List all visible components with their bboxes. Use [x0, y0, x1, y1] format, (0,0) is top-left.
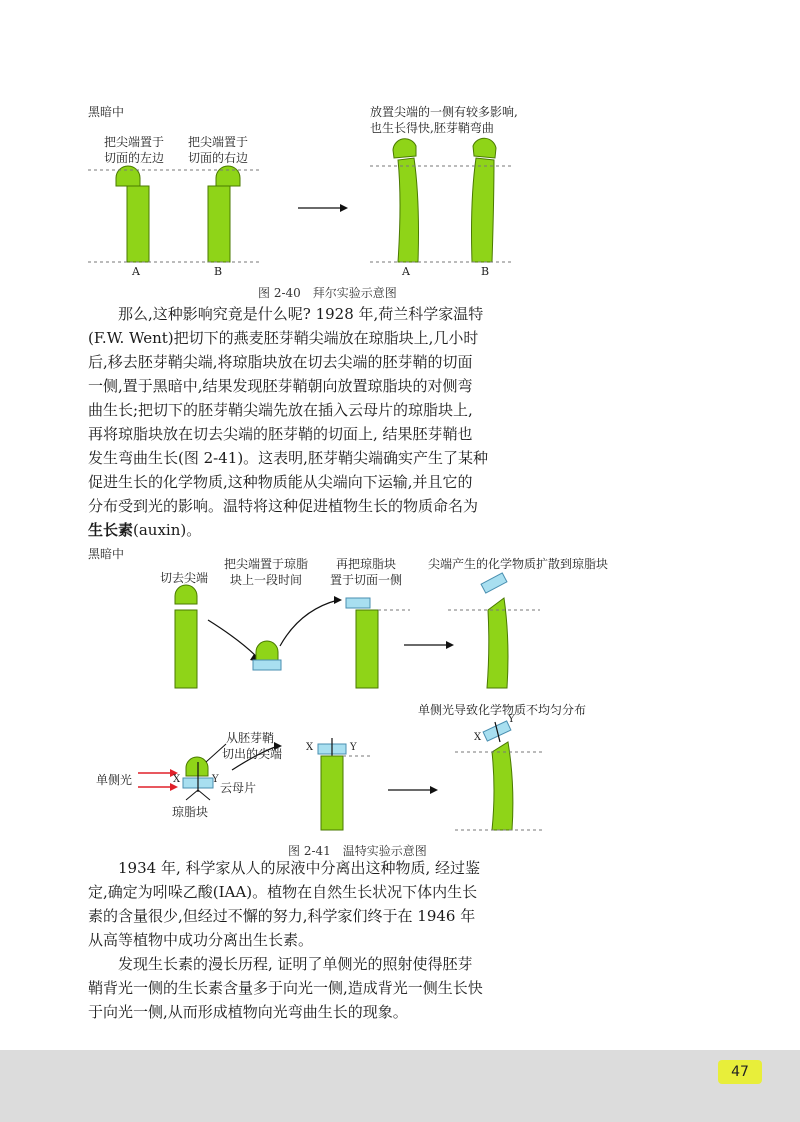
text-line: 分布受到光的影响。温特将这种促进植物生长的物质命名为 — [88, 497, 479, 515]
result-line1: 放置尖端的一侧有较多影响, — [370, 105, 518, 119]
label-y: Y — [350, 742, 357, 753]
label-from-line2: 切出的尖端 — [222, 747, 283, 761]
text-line: 1934 年, 科学家从人的尿液中分离出这种物质, 经过鉴 — [118, 859, 481, 877]
agar-on-cut-stem — [346, 598, 378, 688]
label-from-line1: 从胚芽鞘 — [226, 731, 275, 745]
text-line: 促进生长的化学物质,这种物质能从尖端向下运输,并且它的 — [88, 473, 473, 491]
label-step2-line1: 把尖端置于琼脂 — [224, 557, 309, 571]
figure-caption: 图 2-41 温特实验示意图 — [288, 844, 427, 858]
coleoptile-a-after — [393, 139, 419, 262]
text-line: 一侧,置于黑暗中,结果发现胚芽鞘朝向放置琼脂块的对侧弯 — [88, 377, 473, 395]
text-line: 发现生长素的漫长历程, 证明了单侧光的照射使得胚芽 — [118, 955, 473, 973]
label-right-line1: 把尖端置于 — [188, 135, 249, 149]
label-left-line2: 切面的左边 — [104, 151, 165, 165]
label-right-line2: 切面的右边 — [188, 151, 249, 165]
paragraph-conclusion — [88, 952, 516, 1024]
arrowhead-icon — [334, 596, 342, 604]
label-a: A — [132, 265, 140, 278]
label-uneven: 单侧光导致化学物质不均匀分布 — [418, 703, 587, 717]
text-fragment: (auxin)。 — [133, 521, 202, 539]
pointer-line — [198, 790, 210, 800]
label-light: 单侧光 — [96, 773, 133, 787]
arrow-right-icon — [404, 641, 454, 649]
label-mica: 云母片 — [220, 781, 257, 795]
paragraph-went — [88, 302, 516, 542]
text-line: 后,移去胚芽鞘尖端,将琼脂块放在切去尖端的胚芽鞘的切面 — [88, 353, 473, 371]
text-line: 于向光一侧,从而形成植物向光弯曲生长的现象。 — [88, 1003, 408, 1021]
curved-arrow-icon — [280, 600, 338, 646]
label-left-line1: 把尖端置于 — [104, 135, 165, 149]
cut-coleoptile — [175, 585, 197, 688]
label-a: A — [402, 265, 410, 278]
label-step4: 尖端产生的化学物质扩散到琼脂块 — [428, 557, 609, 571]
text-line: 再将琼脂块放在切去尖端的胚芽鞘的切面上, 结果胚芽鞘也 — [88, 425, 473, 443]
label-b: B — [481, 265, 490, 278]
label-y: Y — [212, 774, 219, 785]
result-line2: 也生长得快,胚芽鞘弯曲 — [370, 121, 494, 135]
text-line: 那么,这种影响究竟是什么呢? 1928 年,荷兰科学家温特 — [118, 305, 484, 323]
text-line: 曲生长;把切下的胚芽鞘尖端先放在插入云母片的琼脂块上, — [88, 401, 473, 419]
label-step2-line2: 块上一段时间 — [230, 573, 303, 587]
light-arrows — [138, 769, 181, 791]
pointer-line — [186, 790, 198, 800]
bent-coleoptile-result — [481, 573, 508, 688]
coleoptile-b-after — [472, 138, 497, 262]
arrow-right-icon — [298, 204, 348, 212]
text-line: 鞘背光一侧的生长素含量多于向光一侧,造成背光一侧生长快 — [88, 979, 483, 997]
label-step3-line2: 置于切面一侧 — [330, 573, 403, 587]
coleoptile-a-before — [116, 166, 149, 262]
tip-on-agar-with-mica — [183, 757, 213, 792]
text-line: 从高等植物中成功分离出生长素。 — [88, 931, 314, 949]
arrow-right-icon — [388, 786, 438, 794]
term-auxin: 生长素 — [88, 521, 134, 539]
text-line: (F.W. Went)把切下的燕麦胚芽鞘尖端放在琼脂块上,几小时 — [88, 329, 479, 347]
label-x: X — [474, 732, 482, 743]
text-line: 发生弯曲生长(图 2-41)。这表明,胚芽鞘尖端确实产生了某种 — [88, 449, 488, 467]
page-footer-band — [0, 1050, 800, 1122]
label-agar: 琼脂块 — [172, 805, 209, 819]
paragraph-iaa — [88, 856, 516, 952]
text-line — [88, 518, 516, 542]
label-y: Y — [508, 714, 515, 725]
label-x: X — [173, 774, 181, 785]
label-b: B — [214, 265, 223, 278]
split-agar-on-stem — [318, 738, 346, 830]
figure-caption: 图 2-40 拜尔实验示意图 — [258, 286, 397, 300]
dark-label: 黑暗中 — [88, 105, 125, 119]
label-cut-tip: 切去尖端 — [160, 571, 209, 585]
bent-coleoptile-result-2 — [483, 721, 513, 830]
text-line: 素的含量很少,但经过不懈的努力,科学家们终于在 1946 年 — [88, 907, 476, 925]
curved-arrow-icon — [208, 620, 258, 658]
text-line: 定,确定为吲哚乙酸(IAA)。植物在自然生长状况下体内生长 — [88, 883, 478, 901]
page-number: 47 — [718, 1060, 762, 1084]
label-step3-line1: 再把琼脂块 — [336, 557, 397, 571]
tip-on-agar — [253, 641, 281, 670]
dark-label: 黑暗中 — [88, 547, 125, 561]
label-x: X — [306, 742, 314, 753]
coleoptile-b-before — [208, 166, 240, 262]
